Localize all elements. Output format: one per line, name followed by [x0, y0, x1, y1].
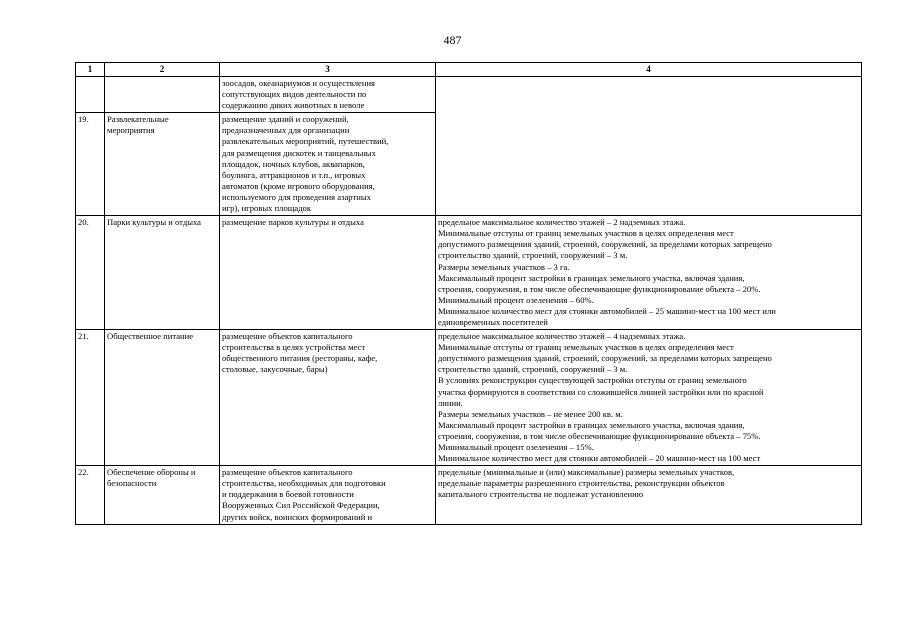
page-number: 487 [443, 33, 462, 47]
description-line: строительства в целях устройства мест [222, 342, 366, 353]
parameter-line: Минимальное количество мест для стоянки автомобилей – 25 машино-мест на 100 мест или [438, 305, 776, 316]
parameter-line: допустимого размещения зданий, строений, сооружений, за пределами которых запрещено [438, 239, 772, 250]
description-line: размещение объектов капитального [222, 467, 353, 478]
description-line: размещение парков культуры и отдыха [222, 217, 364, 228]
description-line: и поддержания в боевой готовности [222, 489, 354, 500]
row-number-cell: 20. [76, 216, 105, 330]
use-description-cell [220, 113, 436, 216]
parameter-line: Максимальный процент застройки в границах земельного участка, включая здания, [438, 419, 745, 430]
row-number-cell [76, 77, 105, 113]
parameter-line: участка формируются в соответствии со сложившейся линией застройки или по красной [438, 386, 764, 397]
parameters-cell [436, 216, 862, 330]
description-line: развлекательных мероприятий, путешествий, [222, 136, 389, 147]
row-number-cell: 22. [76, 466, 105, 524]
description-line: содержанию диких животных в неволе [222, 100, 365, 111]
parameter-line: строения, сооружения, в том числе обеспечивающие функционирование объекта – 20%. [438, 283, 761, 294]
parameter-line: предельное максимальное количество этажей – 2 надземных этажа. [438, 217, 686, 228]
description-line: предназначенных для организации [222, 125, 350, 136]
parameter-line: строительство зданий, строений, сооружений – 3 м. [438, 364, 628, 375]
parameter-line: Максимальный процент застройки в границах земельного участка, включая здания, [438, 272, 745, 283]
description-line: строительства, необходимых для подготовки [222, 478, 386, 489]
use-name-cell: Парки культуры и отдыха [105, 216, 220, 330]
parameter-line: Размеры земельных участков – не менее 200 кв. м. [438, 408, 623, 419]
description-line: размещение объектов капитального [222, 331, 353, 342]
parameter-line: предельные (минимальные и (или) максимальные) размеры земельных участков, [438, 467, 735, 478]
table-row [76, 216, 862, 330]
table-row [76, 466, 862, 524]
parameter-line: капитального строительства не подлежат установлению [438, 489, 644, 500]
parameters-cell [436, 77, 862, 216]
description-line: размещение зданий и сооружений, [222, 114, 349, 125]
use-name-cell: Развлекательные мероприятия [105, 113, 220, 216]
parameter-line: единовременных посетителей [438, 316, 548, 327]
use-description-cell [220, 216, 436, 330]
description-line: используемого для проведения азартных [222, 191, 371, 202]
parameter-line: Размеры земельных участков – 3 га. [438, 261, 570, 272]
parameter-line: предельное максимальное количество этажей – 4 надземных этажа. [438, 331, 686, 342]
description-line: автоматов (кроме игрового оборудования, [222, 180, 375, 191]
parameter-line: Минимальный процент озеленения – 60%. [438, 294, 594, 305]
parameter-line: допустимого размещения зданий, строений, сооружений, за пределами которых запрещено [438, 353, 772, 364]
table-header-row [76, 63, 862, 77]
use-description-cell [220, 330, 436, 466]
description-line: столовые, закусочные, бары) [222, 364, 328, 375]
parameter-line: Минимальный процент озеленения – 15%. [438, 442, 594, 452]
parameter-line: В условиях реконструкции существующей застройки отступы от границ земельного [438, 375, 747, 386]
description-line: площадок, ночных клубов, аквапарков, [222, 158, 365, 169]
parameter-line: строительство зданий, строений, сооружений – 3 м. [438, 250, 628, 261]
use-name-cell [105, 77, 220, 113]
use-description-cell [220, 77, 436, 113]
column-header: 3 [220, 63, 436, 77]
parameter-line: Минимальное количество мест для стоянки автомобилей – 20 машино-мест на 100 мест [438, 453, 761, 464]
description-line: Вооруженных Сил Российской Федерации, [222, 500, 380, 511]
column-header: 2 [105, 63, 220, 77]
row-number-cell: 19. [76, 113, 105, 216]
description-line: боулинга, аттракционов и т.п., игровых [222, 169, 366, 180]
parameters-cell [436, 466, 862, 524]
description-line: общественного питания (рестораны, кафе, [222, 353, 378, 364]
use-name-cell: Общественное питание [105, 330, 220, 466]
table-row [76, 330, 862, 466]
description-line: игр), игровых площадок [222, 203, 312, 214]
parameter-line: предельные параметры разрешенного строительства, реконструкции объектов [438, 478, 725, 489]
parameter-line: Минимальные отступы от границ земельных участков в целях определения мест [438, 228, 734, 239]
description-line: других войск, воинских формирований и [222, 511, 373, 522]
row-number-cell: 21. [76, 330, 105, 466]
parameters-cell [436, 330, 862, 466]
table-body [76, 77, 862, 525]
parameter-line: линии. [438, 397, 463, 408]
description-line: зоосадов, океанариумов и осуществления [222, 78, 376, 88]
use-description-cell [220, 466, 436, 524]
parameter-line: строения, сооружения, в том числе обеспечивающие функционирование объекта – 75%. [438, 430, 761, 441]
use-name-cell: Обеспечение обороны и безопасности [105, 466, 220, 524]
description-line: сопутствующих видов деятельности по [222, 89, 367, 100]
table-row [76, 77, 862, 113]
description-line: для размещения дискотек и танцевальных [222, 147, 376, 158]
zoning-table [75, 62, 862, 525]
parameter-line: Минимальные отступы от границ земельных участков в целях определения мест [438, 342, 734, 353]
column-header: 1 [76, 63, 105, 77]
column-header: 4 [436, 63, 862, 77]
